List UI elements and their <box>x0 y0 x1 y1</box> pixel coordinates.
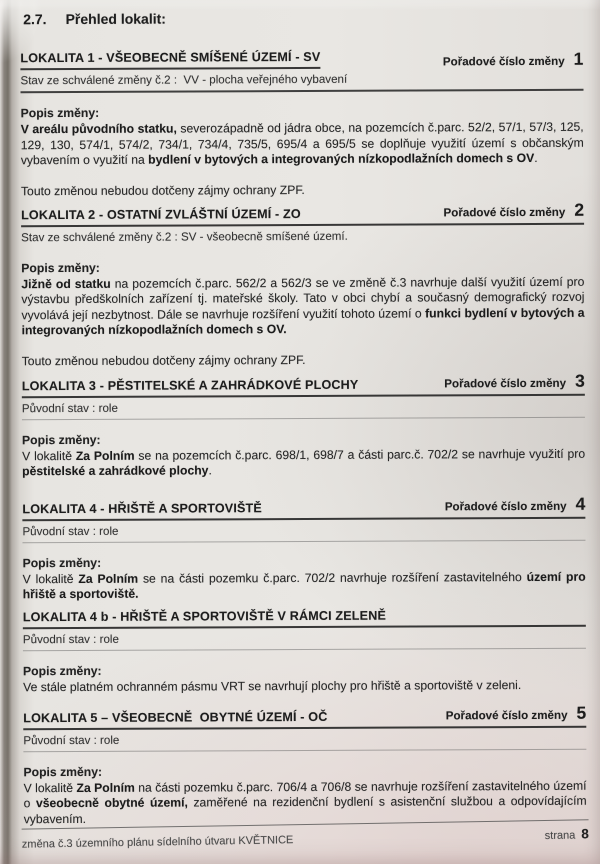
status-line: Původní stav : role <box>23 727 586 751</box>
footer-page-indicator <box>545 826 589 842</box>
locality-title: LOKALITA 2 - OSTATNÍ ZVLÁŠTNÍ ÚZEMÍ - ZO <box>21 206 301 222</box>
description-label: Popis změny: <box>21 260 100 275</box>
locality-section-5 <box>23 702 587 828</box>
description-label: Popis změny: <box>20 105 100 121</box>
locality-title: LOKALITA 3 - PĚSTITELSKÉ A ZAHRÁDKOVÉ PLOCHY <box>21 377 359 393</box>
order-label: Pořadové číslo změny <box>444 376 567 391</box>
heading-title: Přehled lokalit: <box>65 10 166 28</box>
locality-title: LOKALITA 1 - VŠEOBECNĚ SMÍŠENÉ ÚZEMÍ - SV <box>20 50 320 70</box>
description-label: Popis změny: <box>23 663 102 679</box>
footer-document-name: změna č.3 územního plánu sídelního útvaru KVĚTNICE <box>21 834 294 851</box>
description-paragraph: V lokalitě Za Polním se na pozemcích č.parc. 698/1, 698/7 a části parc.č. 702/2 se navrhuje využití pro pěstitelské a zahrádkové plochy. <box>22 446 586 479</box>
description-paragraph: Ve stále platném ochranném pásmu VRT se navrhují plochy pro hřiště a sportoviště v zeleni. <box>23 678 522 695</box>
order-number-block <box>443 50 584 68</box>
status-line: Původní stav : role <box>22 518 585 542</box>
order-number: 5 <box>576 702 587 723</box>
zpf-note: Touto změnou nebudou dotčeny zájmy ochrany ZPF. <box>20 182 305 198</box>
order-number-block <box>444 493 586 514</box>
order-number-block <box>443 199 585 220</box>
description-paragraph: V lokalitě Za Polním se na části pozemku č.parc. 702/2 navrhuje rozšíření zastavitelného území pro hřiště a sportoviště. <box>22 569 586 602</box>
locality-section-3 <box>21 370 586 480</box>
document-heading <box>23 11 166 28</box>
locality-header <box>21 199 585 227</box>
status-line: Stav ze schválené změny č.2 : SV - všeobecně smíšené území. <box>21 229 348 244</box>
heading-number: 2.7. <box>23 11 47 28</box>
order-number-block <box>444 370 585 391</box>
order-number: 4 <box>575 493 586 514</box>
status-line: Původní stav : role <box>23 627 586 651</box>
description-paragraph: V lokalitě Za Polním na části pozemku č.parc. 706/4 a 706/8 se navrhuje rozšíření zastavitelného území o všeobecně obytné území, zaměřené na rezidenční bydlení s asistenční službou a odpovídajícím vybavením. <box>23 778 587 826</box>
locality-header <box>23 608 586 629</box>
footer-page-label: strana <box>544 829 576 843</box>
locality-header <box>23 702 587 730</box>
description-paragraph: Jižně od statku na pozemcích č.parc. 562/2 a 562/3 se ve změně č.3 navrhuje další využití území pro výstavbu předškolních zařízení tj. mateřské školy. Tato v obci chybí a současný demografický rozvoj vyvolává její nezbytnost. Dále se navrhuje rozšíření využití tohoto území o funkci bydlení v bytových a integrovaných nízkopodlažních domech s OV. <box>21 274 585 338</box>
locality-header <box>22 493 586 521</box>
order-number-block <box>445 702 587 723</box>
order-number: 1 <box>573 48 584 69</box>
order-label: Pořadové číslo změny <box>445 708 568 723</box>
description-paragraph: V areálu původního statku, severozápadně od jádra obce, na pozemcích č.parc. 52/2, 57/1, 57/3, 125, 129, 130, 574/1, 574/2, 734/1, 734/4, 735/5, 695/4 a 695/5 se doplňuje využití území s občanským vybavením o využití na bydlení v bytových a integrovaných nízkopodlažních domech s OV. <box>20 119 584 168</box>
locality-title: LOKALITA 4 - HŘIŠTĚ A SPORTOVIŠTĚ <box>22 500 262 516</box>
locality-title: LOKALITA 4 b - HŘIŠTĚ A SPORTOVIŠTĚ V RÁMCI ZELENĚ <box>22 608 387 625</box>
description-label: Popis změny: <box>22 555 102 570</box>
order-number: 2 <box>574 199 585 220</box>
footer-page-number: 8 <box>581 826 589 842</box>
status-line: Stav ze schválené změny č.2 : VV - plocha veřejného vybavení <box>20 68 583 93</box>
locality-title: LOKALITA 5 – VŠEOBECNĚ OBYTNÉ ÚZEMÍ - OČ <box>23 709 328 725</box>
order-label: Pořadové číslo změny <box>444 499 567 514</box>
locality-header <box>20 49 583 70</box>
description-label: Popis změny: <box>23 764 103 779</box>
locality-section-4 <box>22 493 586 603</box>
order-label: Pořadové číslo změny <box>442 54 565 68</box>
order-number: 3 <box>575 370 585 391</box>
zpf-note: Touto změnou nebudou dotčeny zájmy ochrany ZPF. <box>21 352 306 369</box>
locality-section-1 <box>20 49 584 210</box>
locality-section-4b <box>23 608 586 696</box>
description-label: Popis změny: <box>22 432 101 447</box>
status-line: Původní stav : role <box>22 395 585 419</box>
order-label: Pořadové číslo změny <box>443 205 566 220</box>
locality-section-2 <box>21 199 585 381</box>
locality-header <box>21 370 585 398</box>
